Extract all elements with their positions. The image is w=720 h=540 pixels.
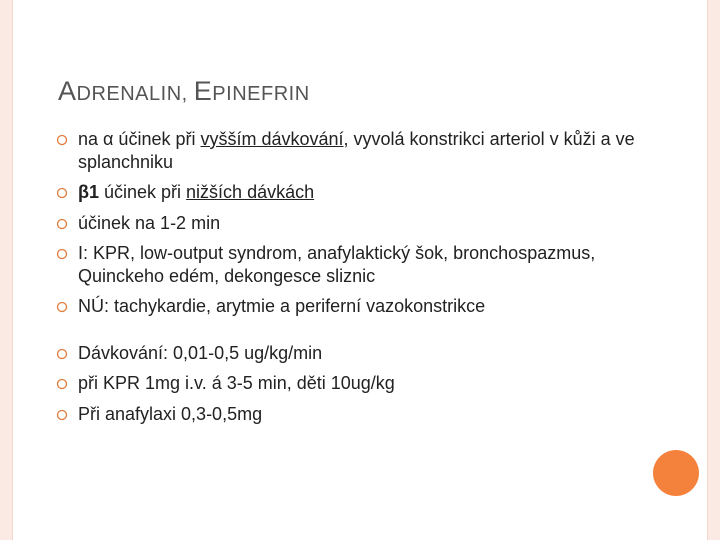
bullet-text: Při anafylaxi 0,3-0,5mg (78, 403, 263, 424)
bullet-text: při KPR 1mg i.v. á 3-5 min, děti 10ug/kg (78, 373, 395, 393)
circle-outline-icon (56, 348, 68, 360)
bullet-item (56, 342, 656, 365)
slide-title (58, 76, 310, 107)
bullet-text: , vyvolá konstrikci arteriol v kůži a ve splanchniku (78, 129, 635, 172)
circle-outline-icon (56, 218, 68, 230)
circle-outline-icon (56, 378, 68, 390)
bullet-text: β1 (78, 182, 99, 202)
bullet-text: na α účinek při (78, 129, 201, 149)
circle-outline-icon (56, 409, 68, 421)
circle-outline-icon (56, 301, 68, 313)
bullet-item (56, 295, 656, 318)
circle-outline-icon (56, 248, 68, 260)
bullet-item (56, 372, 656, 395)
decorative-circle-icon (653, 450, 699, 496)
title-rest-1: DRENALIN (76, 83, 182, 105)
bullet-item (56, 403, 656, 426)
bullet-item (56, 128, 656, 173)
bullet-text: Dávkování: 0,01-0,5 ug/kg/min (78, 342, 323, 363)
slide (12, 0, 708, 540)
circle-outline-icon (56, 134, 68, 146)
bullet-item (56, 212, 656, 235)
title-rest-2: PINEFRIN (212, 83, 310, 105)
circle-outline-icon (56, 187, 68, 199)
bullet-item (56, 181, 656, 204)
bullet-list (56, 128, 656, 433)
bullet-text: NÚ: tachykardie, arytmie a periferní vazokonstrikce (78, 296, 486, 316)
title-initial-2: E (193, 76, 213, 106)
bullet-text: nižších dávkách (186, 182, 315, 202)
bullet-text: vyšším dávkování (200, 129, 344, 149)
title-initial-1: A (58, 76, 77, 106)
bullet-item (56, 242, 656, 287)
title-separator: , (181, 83, 194, 105)
bullet-text: I: KPR, low-output syndrom, anafylaktický šok, bronchospazmus, Quinckeho edém, dekongesce sliznic (78, 243, 596, 286)
bullet-text: účinek na 1-2 min (78, 212, 221, 233)
bullet-text: účinek při (99, 182, 187, 202)
